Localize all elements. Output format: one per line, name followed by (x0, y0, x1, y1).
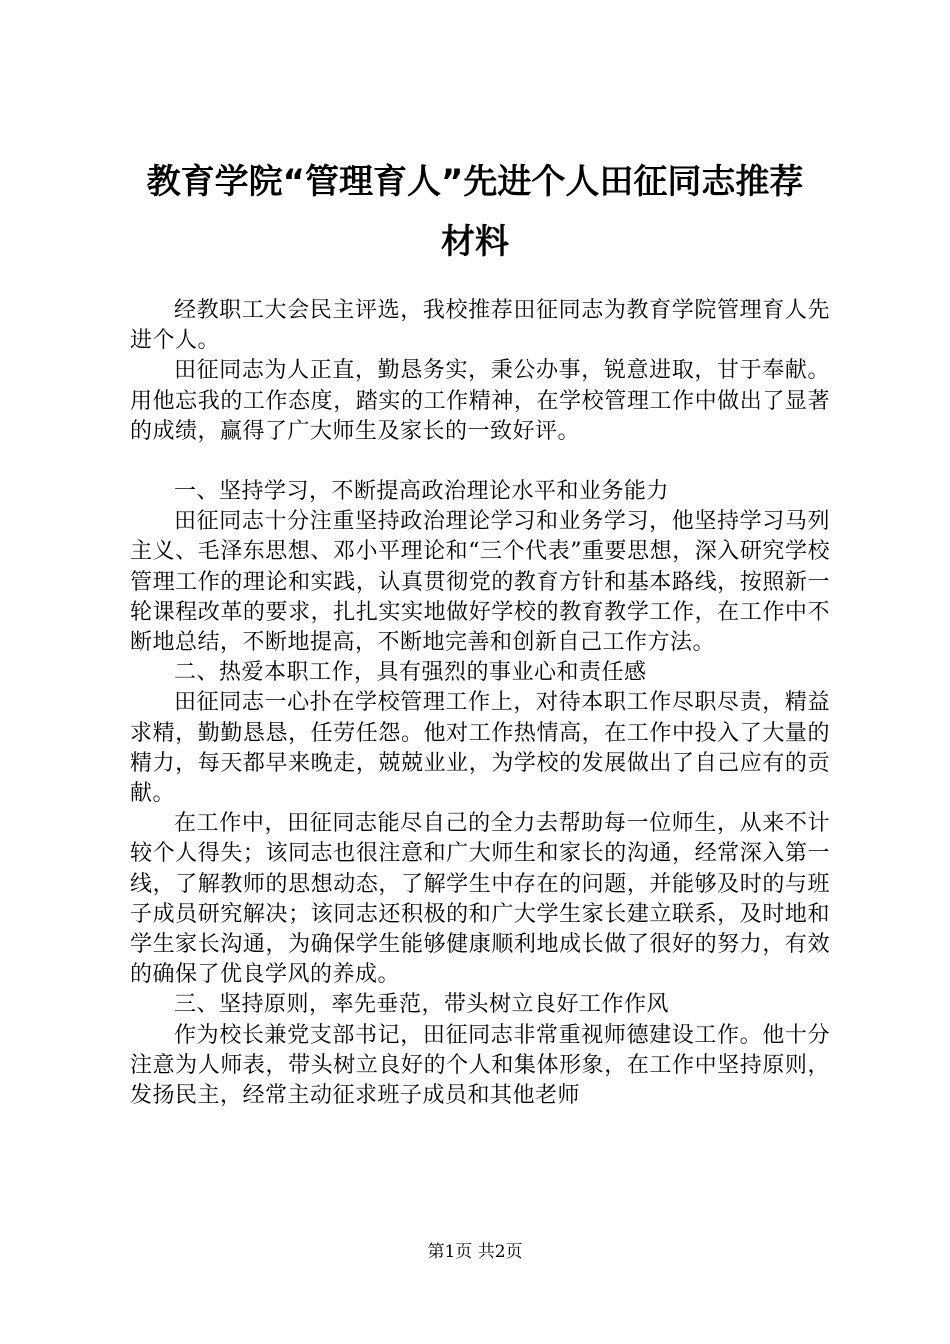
section-heading-2: 二、热爱本职工作，具有强烈的事业心和责任感 (174, 660, 647, 686)
document-title-line-1: 教育学院“管理育人”先进个人田征同志推荐 (146, 162, 804, 202)
paragraph-section-1: 田征同志十分注重坚持政治理论学习和业务学习，他坚持学习马列主义、毛泽东思想、邓小平理论和“三个代表”重要思想，深入研究学校管理工作的理论和实践，认真贯彻党的教育方针和基本路线，按照新一轮课程改革的要求，扎扎实实地做好学校的教育教学工作，在工作中不断地总结，不断地提高，不断地完善和创新自己工作方法。 (130, 509, 830, 656)
paragraph-section-2b: 在工作中，田征同志能尽自己的全力去帮助每一位师生，从来不计较个人得失；该同志也很注意和广大师生和家长的沟通，经常深入第一线，了解教师的思想动态，了解学生中存在的问题，并能够及时的与班子成员研究解决；该同志还积极的和广大学生家长建立联系，及时地和学生家长沟通，为确保学生能够健康顺利地成长做了很好的努力，有效的确保了优良学风的养成。 (130, 811, 830, 988)
paragraph-section-2a: 田征同志一心扑在学校管理工作上，对待本职工作尽职尽责，精益求精，勤勤恳恳，任劳任怨。他对工作热情高，在工作中投入了大量的精力，每天都早来晚走，兢兢业业，为学校的发展做出了自己应有的贡献。 (130, 690, 830, 807)
document-title-line-2: 材料 (441, 222, 509, 262)
section-heading-1: 一、坚持学习，不断提高政治理论水平和业务能力 (174, 479, 670, 505)
paragraph-summary: 田征同志为人正直，勤恳务实，秉公办事，锐意进取，甘于奉献。用他忘我的工作态度，踏实的工作精神，在学校管理工作中做出了显著的成绩，赢得了广大师生及家长的一致好评。 (130, 358, 830, 444)
section-heading-3: 三、坚持原则，率先垂范，带头树立良好工作作风 (174, 992, 670, 1018)
document-body (130, 296, 830, 1111)
paragraph-section-3: 作为校长兼党支部书记，田征同志非常重视师德建设工作。他十分注意为人师表，带头树立良好的个人和集体形象，在工作中坚持原则，发扬民主，经常主动征求班子成员和其他老师 (130, 1022, 830, 1109)
page-number-footer: 第1页 共2页 (427, 1242, 523, 1262)
paragraph-intro: 经教职工大会民主评选，我校推荐田征同志为教育学院管理育人先进个人。 (130, 298, 830, 354)
